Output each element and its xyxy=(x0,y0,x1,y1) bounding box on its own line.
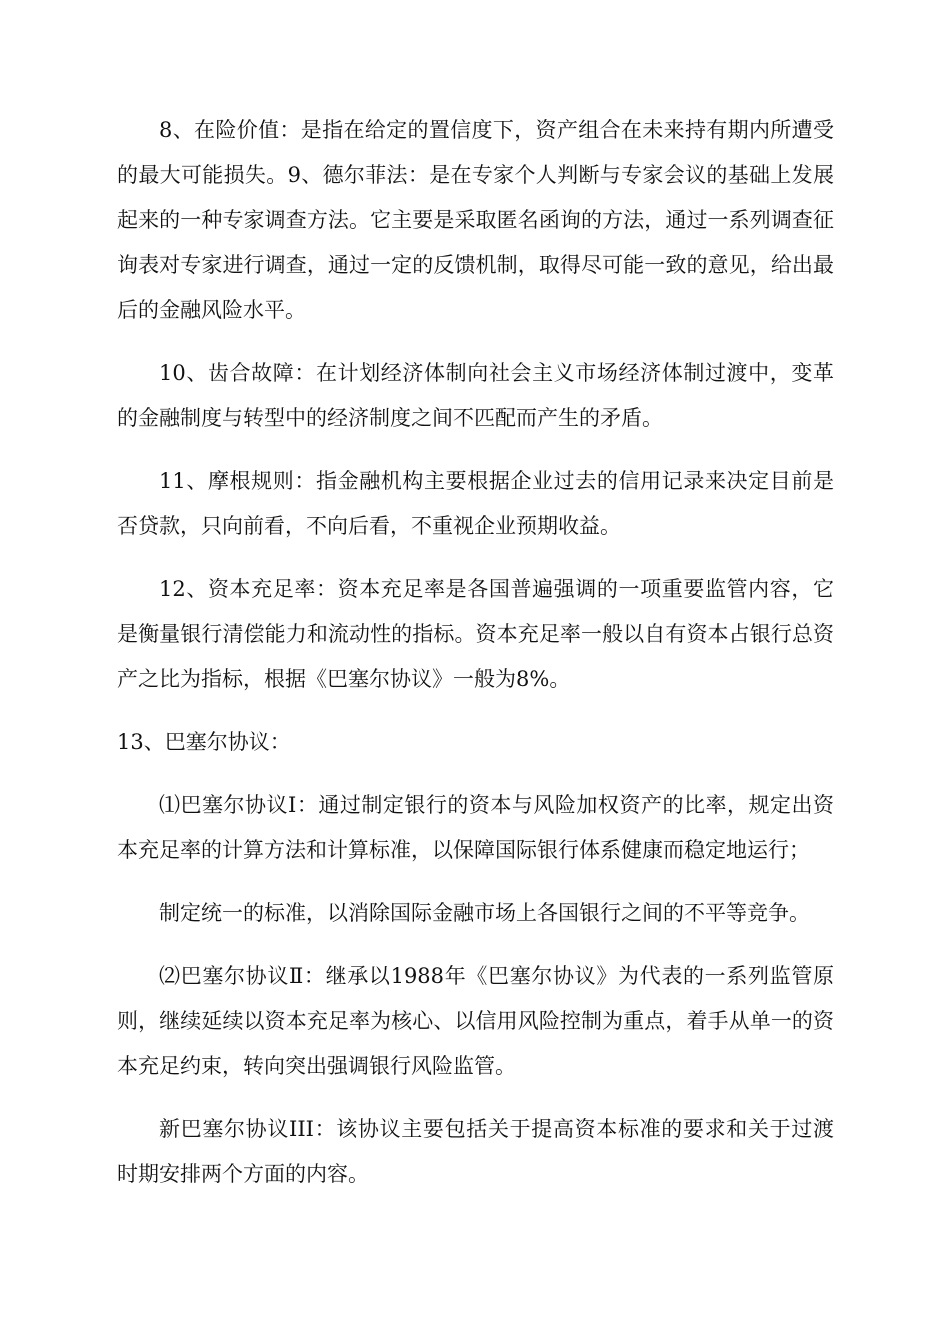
paragraph-basel-2: ⑵巴塞尔协议Ⅱ：继承以1988年《巴塞尔协议》为代表的一系列监管原则，继续延续以资本充足率为核心、以信用风险控制为重点，着手从单一的资本充足约束，转向突出强调银行风险监管。 xyxy=(117,964,834,1078)
paragraph-basel-heading: 13、巴塞尔协议： xyxy=(117,730,291,754)
paragraph-var-delphi: 8、在险价值：是指在给定的置信度下，资产组合在未来持有期内所遭受的最大可能损失。9、德尔菲法：是在专家个人判断与专家会议的基础上发展起来的一种专家调查方法。它主要是采取匿名函询的方法，通过一系列调查征询表对专家进行调查，通过一定的反馈机制，取得尽可能一致的意见，给出最后的金融风险水平。 xyxy=(117,118,834,322)
document-body xyxy=(117,108,834,1215)
paragraph-basel-1: ⑴巴塞尔协议Ⅰ：通过制定银行的资本与风险加权资产的比率，规定出资本充足率的计算方法和计算标准，以保障国际银行体系健康而稳定地运行； xyxy=(117,793,834,862)
paragraph-morgan-rule: 11、摩根规则：指金融机构主要根据企业过去的信用记录来决定目前是否贷款，只向前看，不向后看，不重视企业预期收益。 xyxy=(117,469,834,538)
paragraph-gear-fault: 10、齿合故障：在计划经济体制向社会主义市场经济体制过渡中，变革的金融制度与转型中的经济制度之间不匹配而产生的矛盾。 xyxy=(117,361,834,430)
paragraph-basel-3: 新巴塞尔协议III：该协议主要包括关于提高资本标准的要求和关于过渡时期安排两个方面的内容。 xyxy=(117,1117,834,1186)
paragraph-capital-adequacy: 12、资本充足率：资本充足率是各国普遍强调的一项重要监管内容，它是衡量银行清偿能力和流动性的指标。资本充足率一般以自有资本占银行总资产之比为指标，根据《巴塞尔协议》一般为8%。 xyxy=(117,577,834,691)
paragraph-basel-1-standard: 制定统一的标准，以消除国际金融市场上各国银行之间的不平等竞争。 xyxy=(159,901,810,925)
